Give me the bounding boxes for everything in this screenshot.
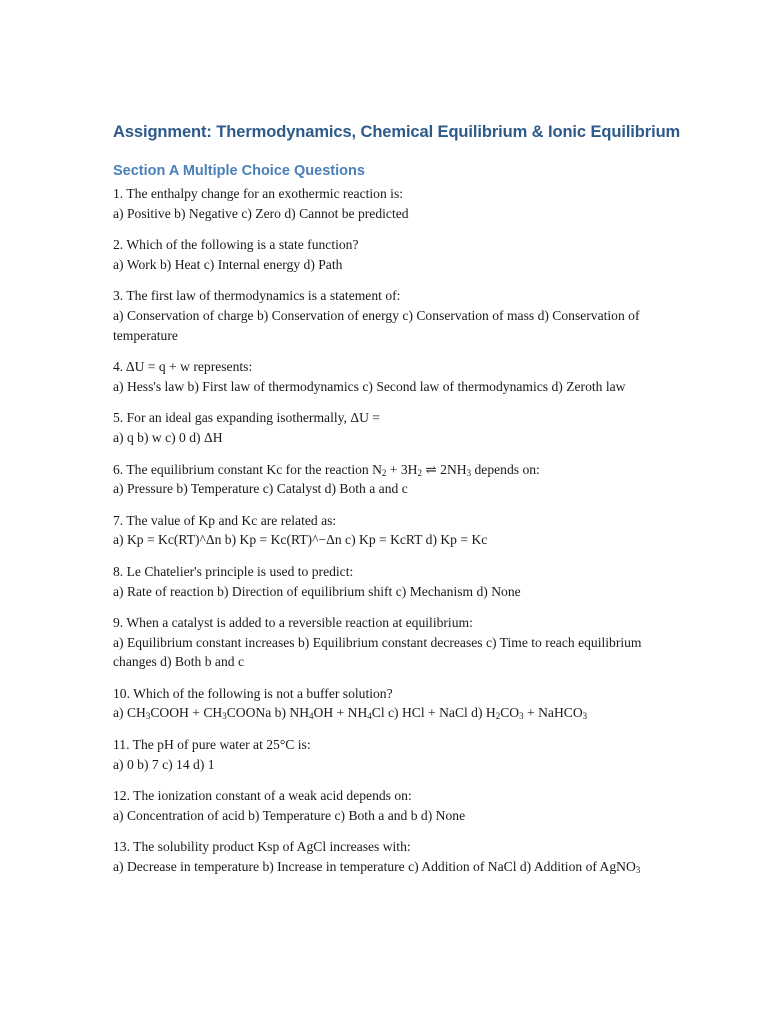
question-item bbox=[113, 184, 658, 223]
question-text: 12. The ionization constant of a weak acid depends on: bbox=[113, 788, 412, 804]
question-item bbox=[113, 786, 658, 825]
question-options: a) Conservation of charge b) Conservation of energy c) Conservation of mass d) Conservation of temperature bbox=[113, 307, 640, 343]
question-options: a) Concentration of acid b) Temperature c) Both a and b d) None bbox=[113, 807, 466, 823]
question-options: a) 0 b) 7 c) 14 d) 1 bbox=[113, 756, 215, 772]
question-options: a) Rate of reaction b) Direction of equilibrium shift c) Mechanism d) None bbox=[113, 583, 521, 599]
question-text: 7. The value of Kp and Kc are related as: bbox=[113, 512, 337, 528]
question-item bbox=[113, 562, 658, 601]
question-list bbox=[113, 184, 658, 889]
question-text: 13. The solubility product Ksp of AgCl increases with: bbox=[113, 839, 411, 855]
question-options: a) Decrease in temperature b) Increase in temperature c) Addition of NaCl d) Addition of AgNO$_3$ bbox=[113, 859, 641, 876]
question-item bbox=[113, 235, 658, 274]
question-text: 1. The enthalpy change for an exothermic reaction is: bbox=[113, 186, 404, 201]
question-options: a) $CH_3COOH$ + $CH_3COONa$ b) $NH_4OH + NH_4Cl$ c) HCl + NaCl d) $H_2CO_3$ + NaHCO$_3$ bbox=[113, 705, 588, 722]
question-item bbox=[113, 613, 658, 672]
question-options: a) Hess's law b) First law of thermodynamics c) Second law of thermodynamics d) Zeroth law bbox=[113, 378, 626, 394]
question-text: 8. Le Chatelier's principle is used to predict: bbox=[113, 563, 354, 579]
question-text: 9. When a catalyst is added to a reversible reaction at equilibrium: bbox=[113, 615, 473, 631]
question-item bbox=[113, 286, 658, 345]
question-item bbox=[113, 460, 658, 499]
question-item bbox=[113, 357, 658, 396]
question-options: a) Kp = Kc(RT)^Δn b) Kp = Kc(RT)^−Δn c) Kp = KcRT d) Kp = Kc bbox=[113, 532, 488, 548]
question-text: 3. The first law of thermodynamics is a statement of: bbox=[113, 288, 401, 304]
question-text: 5. For an ideal gas expanding isothermally, ΔU = bbox=[113, 410, 380, 426]
section-heading: Section A Multiple Choice Questions bbox=[113, 163, 365, 179]
question-item bbox=[113, 837, 658, 876]
question-item bbox=[113, 408, 658, 447]
question-options: a) Equilibrium constant increases b) Equilibrium constant decreases c) Time to reach equilibrium changes d) Both b and c bbox=[113, 634, 642, 670]
assignment-title: Assignment: Thermodynamics, Chemical Equilibrium & Ionic Equilibrium bbox=[113, 123, 681, 141]
question-text: 4. ΔU = q + w represents: bbox=[113, 359, 253, 375]
question-text: 11. The pH of pure water at 25°C is: bbox=[113, 737, 311, 753]
question-options: a) Positive b) Negative c) Zero d) Cannot be predicted bbox=[113, 205, 409, 221]
question-options: a) q b) w c) 0 d) ΔH bbox=[113, 429, 223, 445]
question-text: 2. Which of the following is a state function? bbox=[113, 237, 359, 253]
question-options: a) Pressure b) Temperature c) Catalyst d) Both a and c bbox=[113, 481, 408, 497]
question-item bbox=[113, 735, 658, 774]
question-text: 6. The equilibrium constant Kc for the reaction $N_2 + 3H_2$ ⇌ $2NH_3$ depends on: bbox=[113, 461, 540, 478]
question-item bbox=[113, 511, 658, 550]
question-options: a) Work b) Heat c) Internal energy d) Path bbox=[113, 256, 343, 272]
question-item bbox=[113, 684, 658, 723]
question-text: 10. Which of the following is not a buffer solution? bbox=[113, 685, 393, 701]
